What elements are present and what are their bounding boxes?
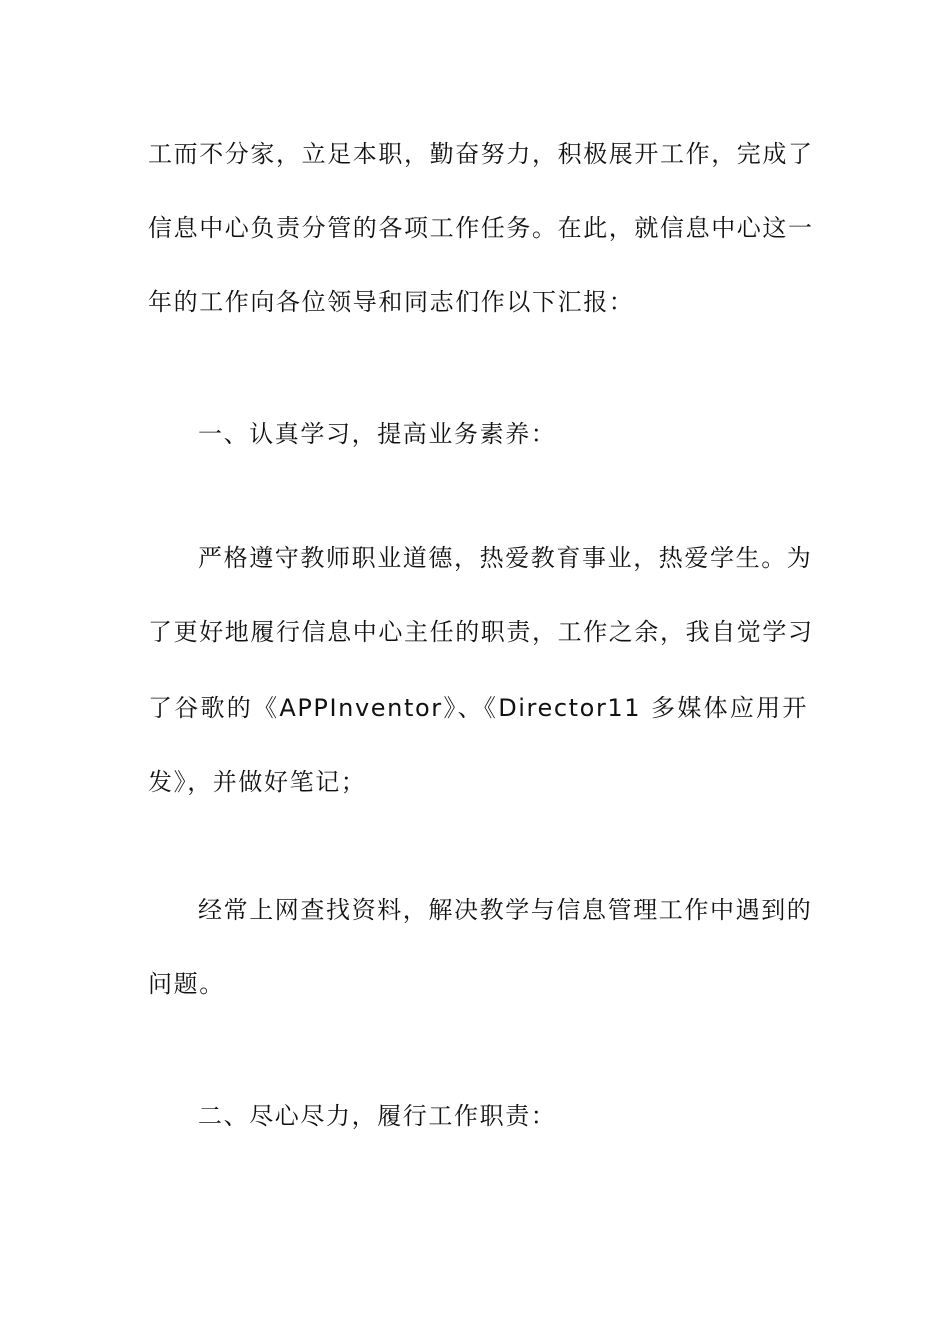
body-line-2: 信息中心负责分管的各项工作任务。在此，就信息中心这一 — [148, 214, 814, 242]
paragraph-1-line-1: 严格遵守教师职业道德，热爱教育事业，热爱学生。为 — [198, 544, 813, 572]
paragraph-1-line-4: 发》，并做好笔记； — [148, 768, 367, 796]
paragraph-1-line-3: 了谷歌的《APPInventor》、《Director11 多媒体应用开 — [148, 694, 808, 722]
paragraph-1-line-2: 了更好地履行信息中心主任的职责，工作之余，我自觉学习 — [148, 618, 814, 646]
section-heading-2: 二、尽心尽力，履行工作职责： — [198, 1102, 557, 1130]
body-line-1: 工而不分家，立足本职，勤奋努力，积极展开工作，完成了 — [148, 140, 814, 168]
body-line-3: 年的工作向各位领导和同志们作以下汇报： — [148, 288, 635, 316]
paragraph-2-line-1: 经常上网查找资料，解决教学与信息管理工作中遇到的 — [198, 896, 813, 924]
section-heading-1: 一、认真学习，提高业务素养： — [198, 420, 557, 448]
paragraph-2-line-2: 问题。 — [148, 970, 225, 998]
